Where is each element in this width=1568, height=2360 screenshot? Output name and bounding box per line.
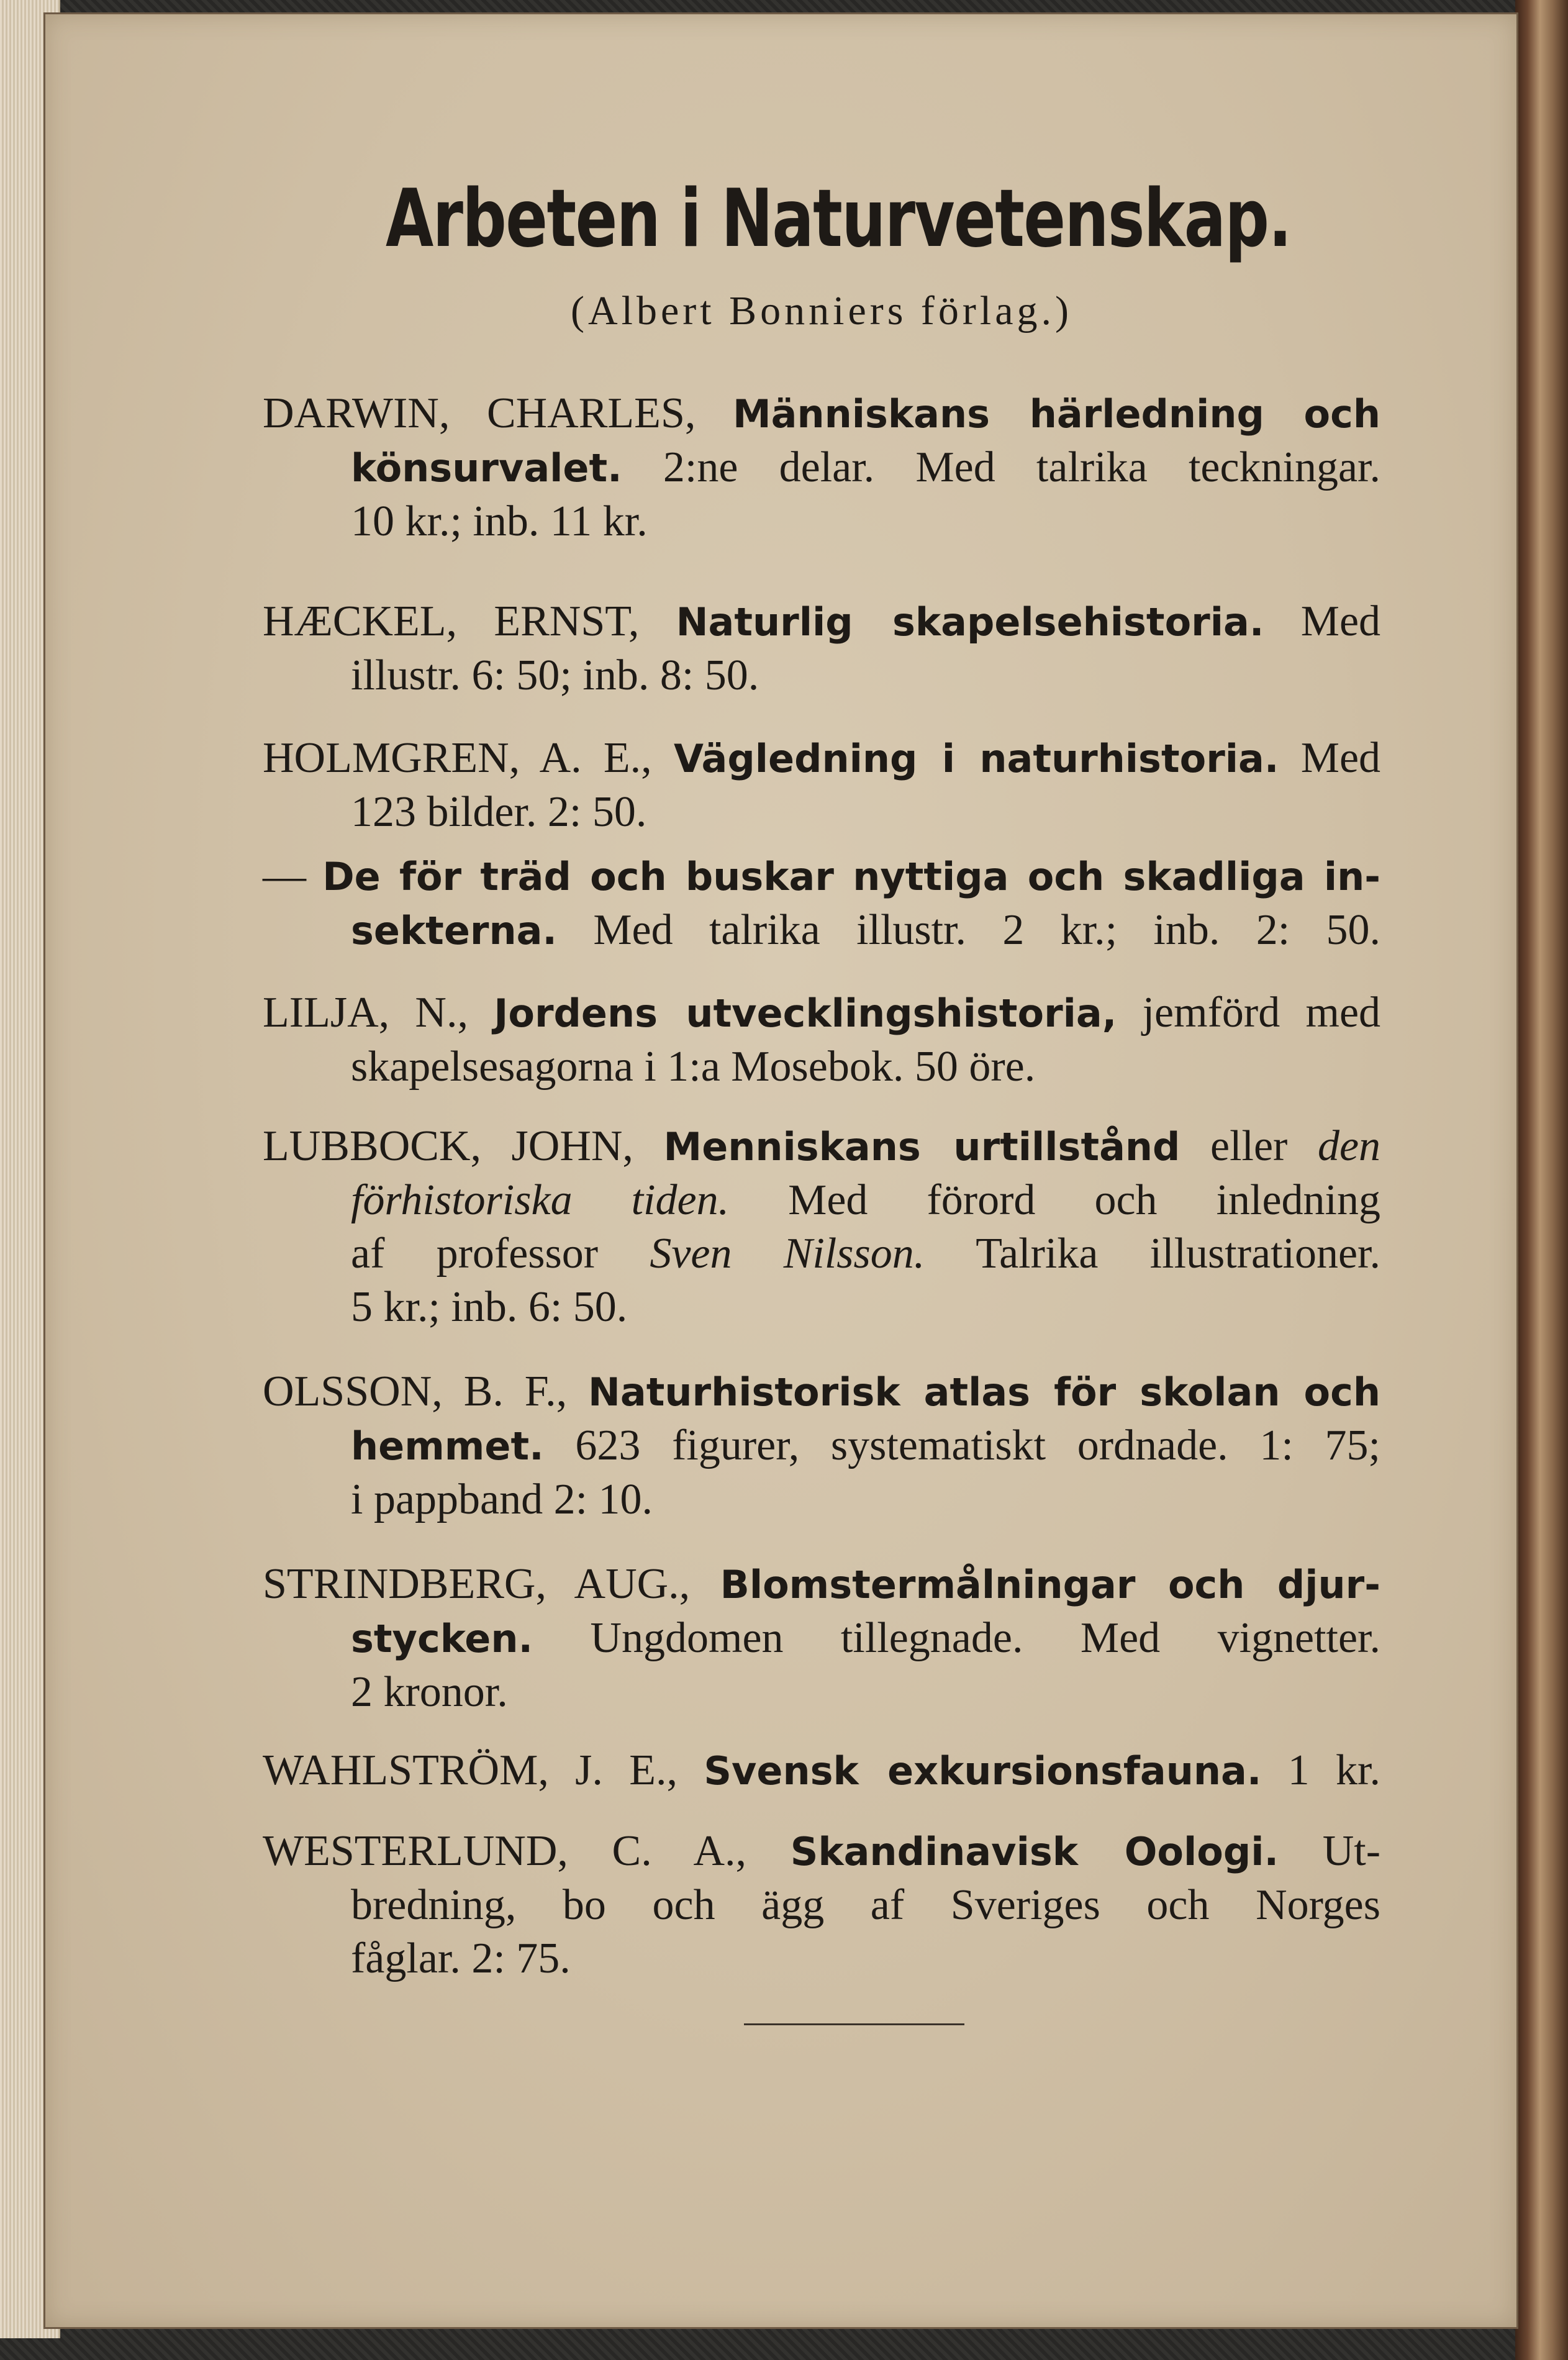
italic-name: Sven Nilsson.	[650, 1230, 925, 1278]
author: STRINDBERG, AUG.,	[263, 1560, 691, 1608]
book-title: Skandinavisk Oologi.	[790, 1829, 1279, 1874]
entry-line: 2 kronor.	[351, 1668, 508, 1716]
book-title: Vägledning i naturhistoria.	[673, 736, 1279, 781]
entry-line	[263, 441, 1380, 495]
book-title: Naturlig skapelsehistoria.	[676, 599, 1264, 645]
book-title: Menniskans urtillstånd	[663, 1124, 1181, 1169]
entry-line	[263, 1612, 1380, 1666]
publisher-subtitle: (Albert Bonniers förlag.)	[571, 288, 1072, 334]
entry-holmgren-insects	[263, 850, 1380, 958]
book-title: De för träd och buskar nyttiga och skadliga in-	[322, 854, 1380, 899]
entry-line: i pappband 2: 10.	[351, 1476, 653, 1523]
entry-haeckel	[263, 595, 1380, 702]
entry-line: 5 kr.; inb. 6: 50.	[351, 1283, 628, 1331]
entry-line	[263, 986, 1380, 1040]
entry-darwin	[263, 387, 1380, 548]
details: Ut-	[1322, 1827, 1381, 1875]
book-title: Svensk exkursionsfauna.	[704, 1748, 1262, 1794]
entry-lilja	[263, 986, 1380, 1094]
entry-lubbock	[263, 1120, 1380, 1334]
book-title: könsurvalet.	[351, 445, 622, 491]
author: WESTERLUND, C. A.,	[263, 1827, 747, 1875]
entry-line	[263, 595, 1380, 649]
entry-line	[263, 387, 1380, 441]
entry-line	[263, 1825, 1380, 1879]
page-title: Arbeten i Naturvetenskap.	[386, 173, 1291, 265]
entry-line	[263, 1365, 1380, 1419]
book-title: Människans härledning och	[732, 391, 1380, 437]
details: Med	[1300, 734, 1381, 782]
italic-subtitle: den	[1317, 1122, 1381, 1170]
entry-holmgren	[263, 732, 1380, 839]
details: eller	[1210, 1122, 1288, 1170]
details: Med förord och inledning	[788, 1176, 1380, 1224]
entry-line	[263, 850, 1380, 904]
author: DARWIN, CHARLES,	[263, 389, 696, 437]
entry-strindberg	[263, 1558, 1380, 1719]
details: jemförd med	[1142, 989, 1381, 1037]
italic-subtitle: förhistoriska tiden.	[351, 1176, 730, 1224]
entry-line: fåglar. 2: 75.	[351, 1935, 571, 1982]
details: 623 figurer, systematiskt ordnade. 1: 75;	[575, 1422, 1380, 1469]
author: HÆCKEL, ERNST,	[263, 597, 640, 645]
details: 1 kr.	[1287, 1746, 1380, 1794]
details: Talrika illustrationer.	[976, 1230, 1381, 1278]
entry-wahlstrom	[263, 1744, 1380, 1798]
entry-line	[263, 1120, 1380, 1174]
author: LILJA, N.,	[263, 989, 468, 1037]
book-edge-right	[1515, 0, 1568, 2360]
ditto-dash: —	[263, 852, 306, 900]
author: WAHLSTRÖM, J. E.,	[263, 1746, 678, 1794]
entry-olsson	[263, 1365, 1380, 1527]
entry-line	[263, 1419, 1380, 1473]
book-title: stycken.	[351, 1616, 533, 1661]
entry-line: skapelsesagorna i 1:a Mosebok. 50 öre.	[351, 1043, 1036, 1091]
details: af professor	[351, 1230, 599, 1278]
entry-line	[263, 904, 1380, 958]
book-title: sekterna.	[351, 908, 557, 953]
divider-rule	[744, 2023, 964, 2025]
entry-line: 10 kr.; inb. 11 kr.	[351, 497, 648, 545]
book-page	[43, 12, 1518, 2329]
entry-line	[263, 1558, 1380, 1612]
entry-westerlund	[263, 1825, 1380, 1986]
entry-line	[263, 1744, 1380, 1798]
book-title: Jordens utvecklingshistoria,	[494, 991, 1117, 1036]
book-title: Blomstermålningar och djur-	[720, 1562, 1380, 1607]
details: Med talrika illustr. 2 kr.; inb. 2: 50.	[593, 906, 1380, 954]
entry-line	[263, 1174, 1380, 1227]
author: HOLMGREN, A. E.,	[263, 734, 652, 782]
author: LUBBOCK, JOHN,	[263, 1122, 633, 1170]
entry-line	[263, 732, 1380, 786]
details: Ungdomen tillegnade. Med vignetter.	[590, 1614, 1381, 1662]
book-title: hemmet.	[351, 1423, 544, 1469]
entry-line: illustr. 6: 50; inb. 8: 50.	[351, 651, 759, 699]
entry-line	[263, 1227, 1380, 1281]
details: Med	[1300, 597, 1381, 645]
author: OLSSON, B. F.,	[263, 1368, 568, 1415]
details: 2:ne delar. Med talrika teckningar.	[663, 443, 1381, 491]
entry-line: bredning, bo och ägg af Sveriges och Norges	[351, 1881, 1380, 1929]
book-title: Naturhistorisk atlas för skolan och	[588, 1369, 1381, 1415]
entry-line: 123 bilder. 2: 50.	[351, 788, 647, 836]
